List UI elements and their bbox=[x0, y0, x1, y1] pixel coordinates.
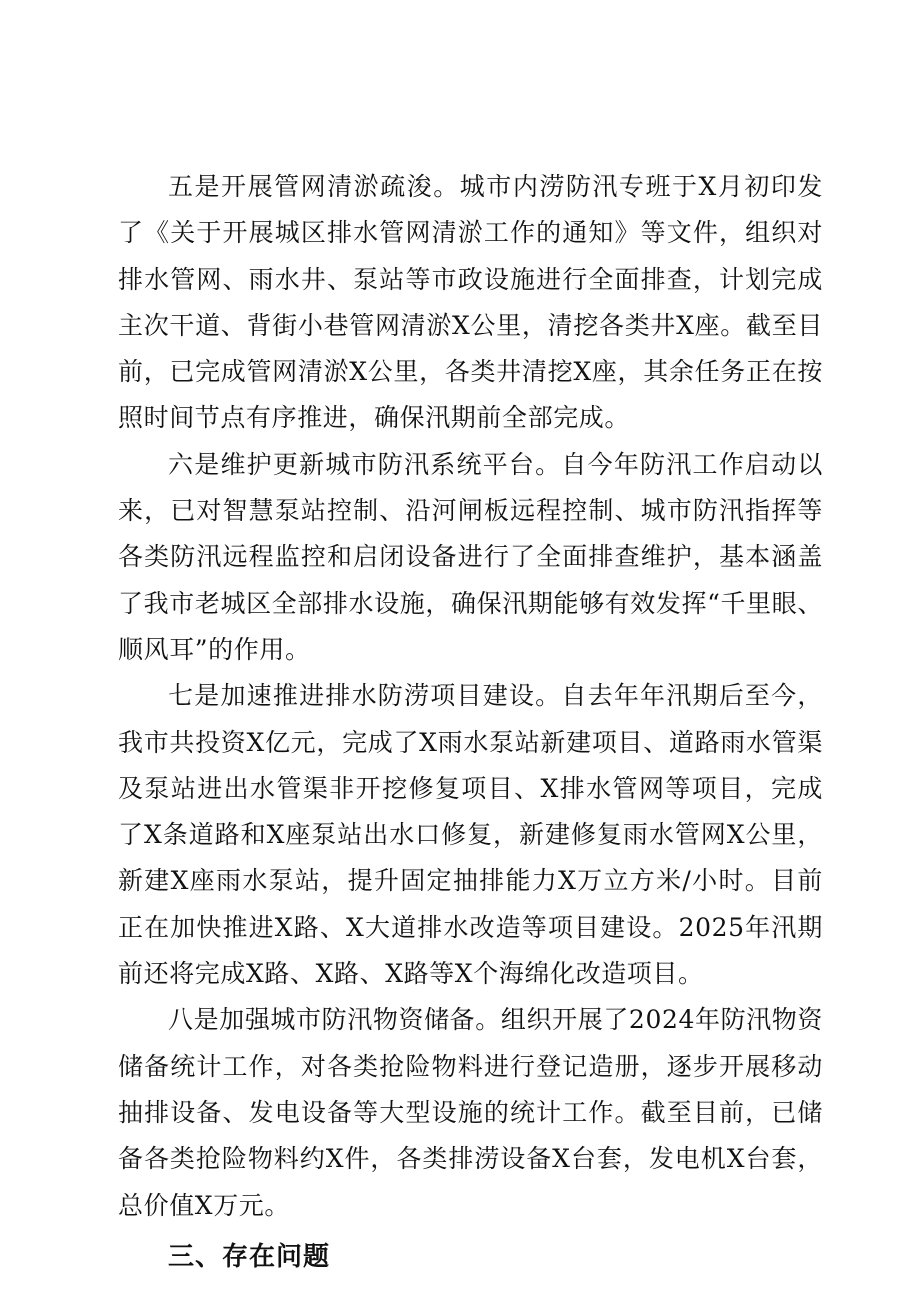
paragraph-flood-control-platform: 六是维护更新城市防汛系统平台。自今年防汛工作启动以来，已对智慧泵站控制、沿河闸板远程控制、城市防汛指挥等各类防汛远程监控和启闭设备进行了全面排查维护，基本涵盖了我市老城区全部排水设施，确保汛期能够有效发挥“千里眼、顺风耳”的作用。 bbox=[118, 449, 823, 664]
paragraph-flood-supplies: 八是加强城市防汛物资储备。组织开展了2024年防汛物资储备统计工作，对各类抢险物料进行登记造册，逐步开展移动抽排设备、发电设备等大型设施的统计工作。截至目前，已储备各类抢险物料约X件，各类排涝设备X台套，发电机X台套，总价值X万元。 bbox=[118, 1005, 823, 1220]
document-body bbox=[118, 164, 823, 1279]
paragraph-drainage-projects: 七是加速推进排水防涝项目建设。自去年年汛期后至今，我市共投资X亿元，完成了X雨水泵站新建项目、道路雨水管渠及泵站进出水管渠非开挖修复项目、X排水管网等项目，完成了X条道路和X座泵站出水口修复，新建修复雨水管网X公里，新建X座雨水泵站，提升固定抽排能力X万立方米/小时。目前正在加快推进X路、X大道排水改造等项目建设。2025年汛期前还将完成X路、X路、X路等X个海绵化改造项目。 bbox=[118, 681, 823, 989]
section-heading-existing-problems: 三、存在问题 bbox=[168, 1241, 331, 1272]
paragraph-pipe-dredging: 五是开展管网清淤疏浚。城市内涝防汛专班于X月初印发了《关于开展城区排水管网清淤工作的通知》等文件，组织对排水管网、雨水井、泵站等市政设施进行全面排查，计划完成主次干道、背街小巷管网清淤X公里，清挖各类井X座。截至目前，已完成管网清淤X公里，各类井清挖X座，其余任务正在按照时间节点有序推进，确保汛期前全部完成。 bbox=[118, 172, 823, 433]
